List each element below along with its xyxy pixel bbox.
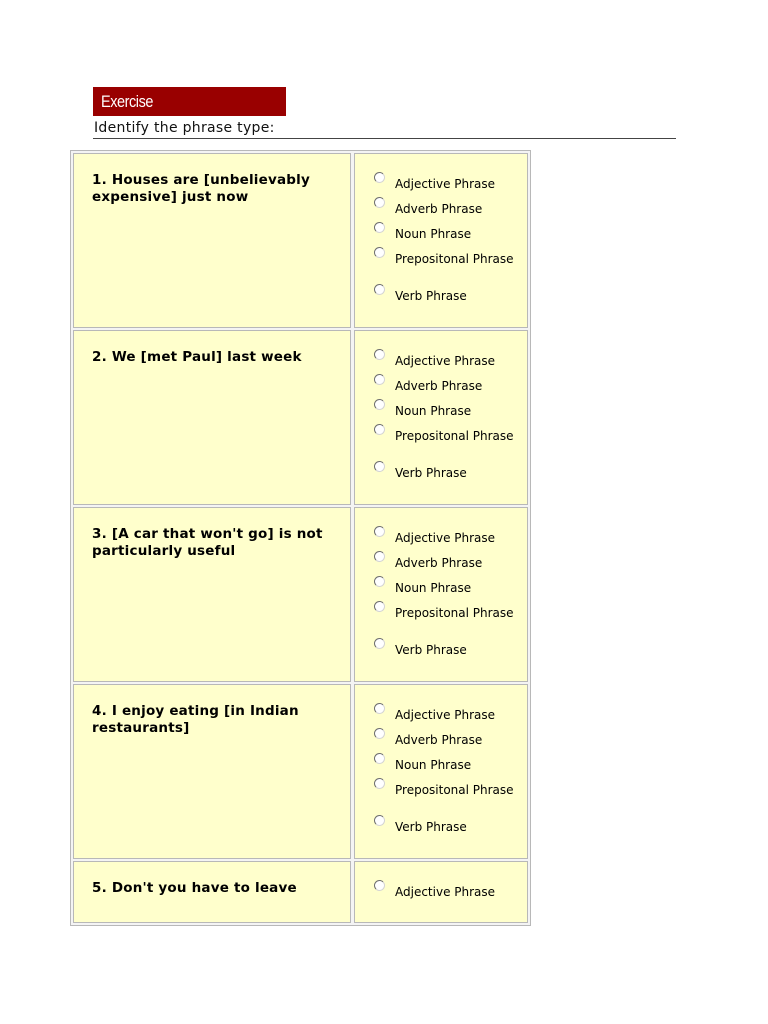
option-verb-phrase[interactable] — [371, 640, 519, 665]
option-label: Adverb Phrase — [395, 379, 483, 393]
radio-button[interactable] — [371, 395, 395, 421]
radio-button[interactable] — [371, 193, 395, 219]
answer-options — [354, 684, 528, 859]
option-label: Verb Phrase — [395, 289, 467, 303]
exercise-banner — [93, 87, 286, 116]
quiz-table — [70, 150, 531, 926]
radio-button[interactable] — [371, 345, 395, 371]
option-label: Adjective Phrase — [395, 708, 496, 722]
question-row — [73, 684, 528, 859]
option-label: Prepositonal Phrase — [395, 252, 514, 266]
answer-options — [354, 507, 528, 682]
radio-button[interactable] — [371, 168, 395, 194]
radio-button[interactable] — [371, 457, 395, 483]
radio-button[interactable] — [371, 522, 395, 548]
option-label: Prepositonal Phrase — [395, 429, 514, 443]
radio-button[interactable] — [371, 876, 395, 902]
option-label: Noun Phrase — [395, 581, 472, 595]
radio-button[interactable] — [371, 572, 395, 598]
option-verb-phrase[interactable] — [371, 463, 519, 488]
header-divider — [93, 138, 676, 139]
answer-options — [354, 153, 528, 328]
radio-button[interactable] — [371, 749, 395, 775]
radio-button[interactable] — [371, 597, 395, 623]
radio-button[interactable] — [371, 699, 395, 725]
option-label: Adjective Phrase — [395, 354, 496, 368]
option-label: Adjective Phrase — [395, 885, 496, 899]
exercise-banner-label: Exercise — [101, 92, 154, 111]
radio-button[interactable] — [371, 370, 395, 396]
option-verb-phrase[interactable] — [371, 817, 519, 842]
question-row — [73, 153, 528, 328]
option-label: Verb Phrase — [395, 820, 467, 834]
radio-button[interactable] — [371, 218, 395, 244]
radio-button[interactable] — [371, 420, 395, 446]
radio-button[interactable] — [371, 724, 395, 750]
question-row — [73, 861, 528, 923]
answer-options — [354, 330, 528, 505]
question-text: 5. Don't you have to leave — [73, 861, 351, 923]
option-label: Noun Phrase — [395, 404, 472, 418]
radio-button[interactable] — [371, 774, 395, 800]
option-label: Prepositonal Phrase — [395, 783, 514, 797]
option-label: Adverb Phrase — [395, 733, 483, 747]
question-text: 2. We [met Paul] last week — [73, 330, 351, 505]
question-text: 3. [A car that won't go] is not particularly useful — [73, 507, 351, 682]
option-label: Verb Phrase — [395, 643, 467, 657]
option-label: Noun Phrase — [395, 758, 472, 772]
radio-button[interactable] — [371, 547, 395, 573]
option-label: Adverb Phrase — [395, 556, 483, 570]
option-verb-phrase[interactable] — [371, 286, 519, 311]
option-label: Adjective Phrase — [395, 531, 496, 545]
instruction-text: Identify the phrase type: — [94, 120, 275, 136]
radio-button[interactable] — [371, 634, 395, 660]
option-label: Verb Phrase — [395, 466, 467, 480]
radio-button[interactable] — [371, 811, 395, 837]
question-text: 1. Houses are [unbelievably expensive] just now — [73, 153, 351, 328]
question-row — [73, 330, 528, 505]
radio-button[interactable] — [371, 280, 395, 306]
question-row — [73, 507, 528, 682]
radio-button[interactable] — [371, 243, 395, 269]
option-label: Adjective Phrase — [395, 177, 496, 191]
option-label: Noun Phrase — [395, 227, 472, 241]
option-adjective-phrase[interactable] — [371, 882, 519, 907]
option-label: Prepositonal Phrase — [395, 606, 514, 620]
question-text: 4. I enjoy eating [in Indian restaurants] — [73, 684, 351, 859]
option-label: Adverb Phrase — [395, 202, 483, 216]
answer-options — [354, 861, 528, 923]
